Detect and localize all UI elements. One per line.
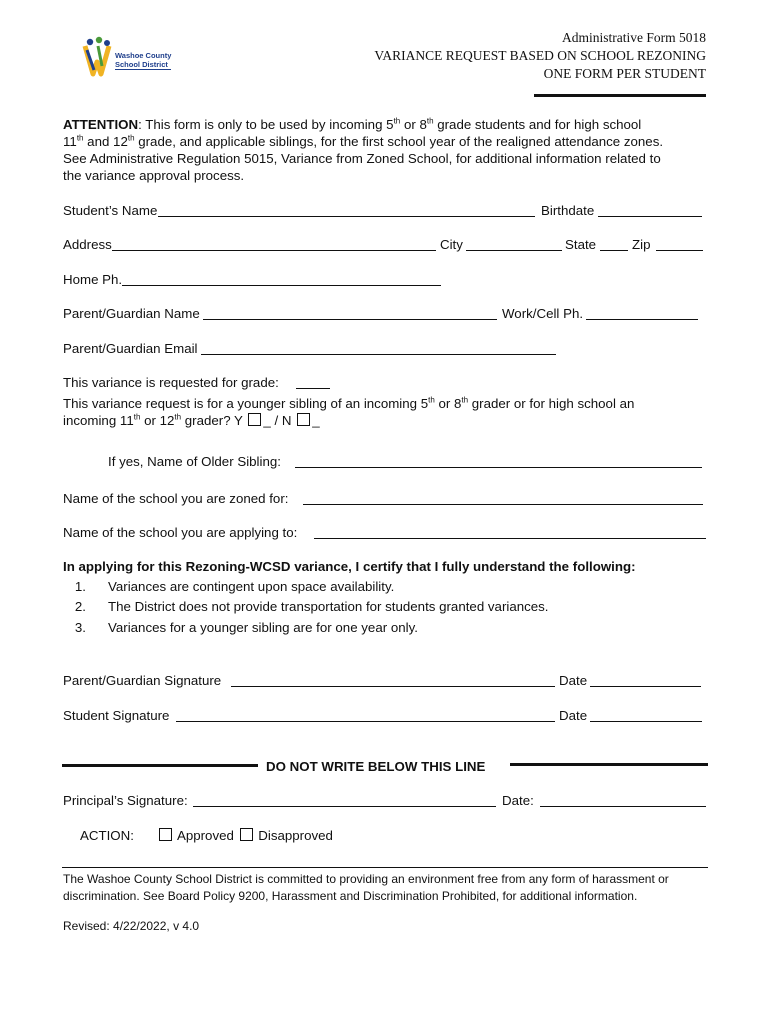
approved-label: Approved <box>176 828 234 843</box>
city-field[interactable] <box>466 250 562 251</box>
logo-line2: School District <box>115 60 171 70</box>
attention-paragraph: ATTENTION: This form is only to be used by incoming 5th or 8th grade students and for high school 11th and 12th grade, and applicable siblings, for the first school year of the realigned attendance zones. See Administrative Regulation 5015, Variance from Zoned School, for additional information related to the variance approval process. <box>63 116 664 183</box>
zoned-school-field[interactable] <box>303 504 703 505</box>
parent-name-label: Parent/Guardian Name <box>63 306 200 321</box>
work-cell-label: Work/Cell Ph. <box>502 306 584 321</box>
parent-email-label: Parent/Guardian Email <box>63 341 198 356</box>
zip-label: Zip <box>632 237 651 252</box>
zip-field[interactable] <box>656 250 703 251</box>
logo-line1: Washoe County <box>115 51 172 60</box>
sibling-no-checkbox[interactable] <box>297 413 310 426</box>
parent-email-field[interactable] <box>201 354 556 355</box>
form-number: Administrative Form 5018 <box>562 30 706 45</box>
sibling-yes-checkbox[interactable] <box>248 413 261 426</box>
principal-signature-label: Principal’s Signature: <box>63 793 188 808</box>
birthdate-label: Birthdate <box>541 203 595 218</box>
student-signature-field[interactable] <box>176 721 555 722</box>
grade-requested-label: This variance is requested for grade: <box>63 375 279 390</box>
action-options <box>157 827 333 844</box>
attention-label: ATTENTION <box>63 117 139 132</box>
student-name-label: Student’s Name <box>63 203 158 218</box>
certify-heading: In applying for this Rezoning-WCSD variance, I certify that I fully understand the following: <box>63 559 636 574</box>
applying-school-label: Name of the school you are applying to: <box>63 525 298 540</box>
header-rule <box>534 94 706 97</box>
date2-label: Date <box>559 708 588 723</box>
action-label: ACTION: <box>80 828 134 843</box>
applying-school-field[interactable] <box>314 538 706 539</box>
date1-field[interactable] <box>590 686 701 687</box>
revised-date: Revised: 4/22/2022, v 4.0 <box>63 919 200 933</box>
sibling-question: This variance request is for a younger sibling of an incoming 5th or 8th grader or for high school an incoming 11th or 12th grader? Y _ / N _ <box>63 395 635 428</box>
student-name-field[interactable] <box>158 216 535 217</box>
address-label: Address <box>63 237 112 252</box>
work-cell-field[interactable] <box>586 319 698 320</box>
zoned-school-label: Name of the school you are zoned for: <box>63 491 289 506</box>
student-signature-label: Student Signature <box>63 708 170 723</box>
city-label: City <box>440 237 463 252</box>
parent-name-field[interactable] <box>203 319 497 320</box>
parent-signature-field[interactable] <box>231 686 555 687</box>
disapproved-checkbox[interactable] <box>240 828 253 841</box>
approved-checkbox[interactable] <box>159 828 172 841</box>
divider-right-rule <box>510 763 708 766</box>
do-not-write-divider: DO NOT WRITE BELOW THIS LINE <box>266 759 486 774</box>
logo-figures-icon <box>82 36 112 80</box>
grade-requested-field[interactable] <box>296 388 330 389</box>
principal-date-field[interactable] <box>540 806 706 807</box>
district-logo <box>82 36 174 80</box>
older-sibling-label: If yes, Name of Older Sibling: <box>108 454 281 469</box>
footer-rule <box>62 867 708 868</box>
disapproved-label: Disapproved <box>258 828 333 843</box>
date1-label: Date <box>559 673 588 688</box>
parent-signature-label: Parent/Guardian Signature <box>63 673 222 688</box>
state-label: State <box>565 237 597 252</box>
home-phone-label: Home Ph. <box>63 272 123 287</box>
address-field[interactable] <box>112 250 436 251</box>
birthdate-field[interactable] <box>598 216 702 217</box>
form-subtitle: ONE FORM PER STUDENT <box>543 66 706 81</box>
home-phone-field[interactable] <box>122 285 441 286</box>
principal-signature-field[interactable] <box>193 806 496 807</box>
date2-field[interactable] <box>590 721 702 722</box>
state-field[interactable] <box>600 250 628 251</box>
older-sibling-field[interactable] <box>295 467 702 468</box>
form-title: VARIANCE REQUEST BASED ON SCHOOL REZONING <box>374 48 706 63</box>
footer-notice: The Washoe County School District is committed to providing an environment free from any form of harassment or discrimination. See Board Policy 9200, Harassment and Discrimination Prohibited, for additional information. <box>63 872 669 903</box>
divider-left-rule <box>62 764 258 767</box>
principal-date-label: Date: <box>502 793 534 808</box>
